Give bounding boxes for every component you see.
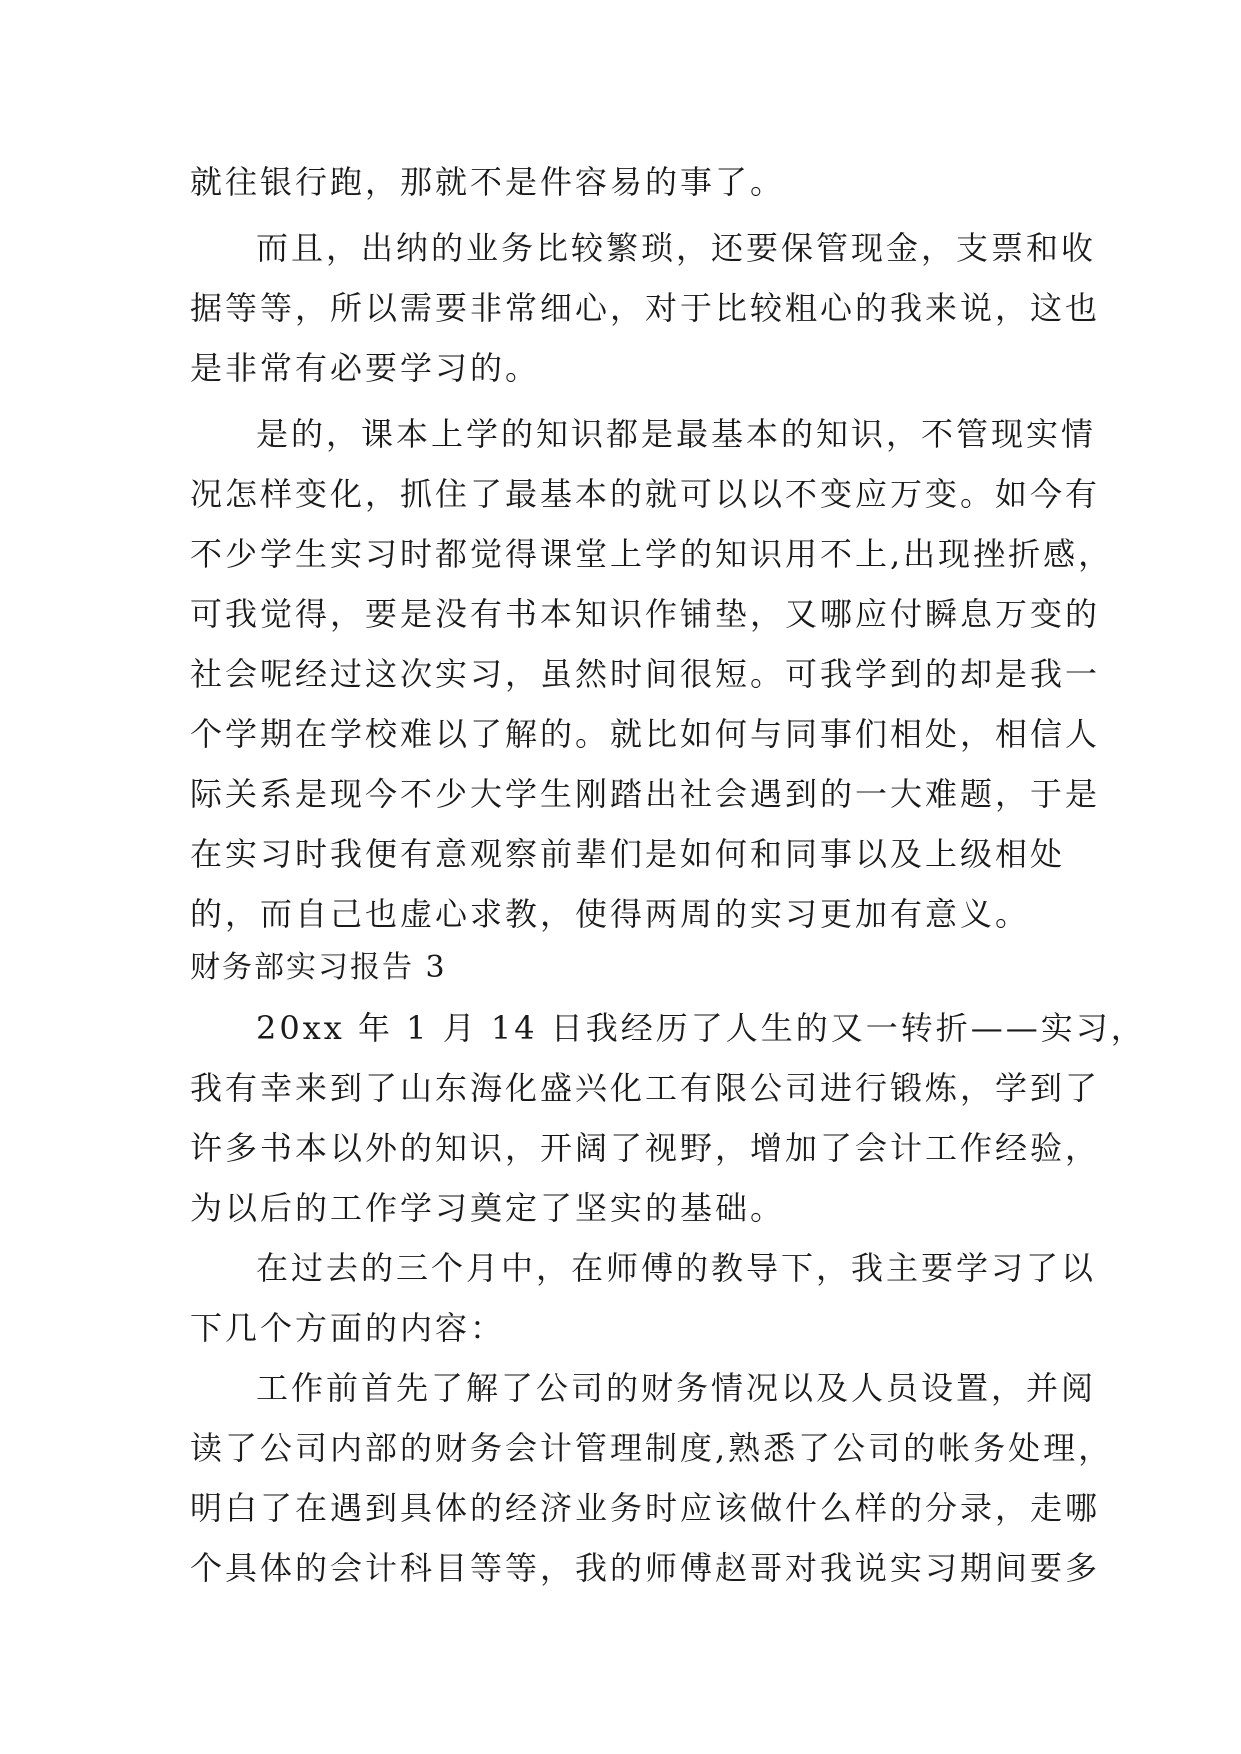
paragraph-line: 是非常有必要学习的。 <box>190 349 541 387</box>
paragraph-line: 读了公司内部的财务会计管理制度,熟悉了公司的帐务处理， <box>190 1429 1114 1467</box>
paragraph-line: 工作前首先了解了公司的财务情况以及人员设置，并阅 <box>256 1369 1097 1407</box>
paragraph-line: 况怎样变化，抓住了最基本的就可以以不变应万变。如今有 <box>190 475 1101 513</box>
paragraph-line: 的，而自己也虚心求教，使得两周的实习更加有意义。 <box>190 895 1031 933</box>
paragraph-line: 可我觉得，要是没有书本知识作铺垫，又哪应付瞬息万变的 <box>190 595 1101 633</box>
section-heading: 财务部实习报告 3 <box>190 950 447 985</box>
paragraph-line: 就往银行跑，那就不是件容易的事了。 <box>190 163 786 201</box>
paragraph-line: 在过去的三个月中，在师傅的教导下，我主要学习了以 <box>256 1249 1097 1287</box>
paragraph <box>190 1238 1097 1358</box>
paragraph-line: 明白了在遇到具体的经济业务时应该做什么样的分录，走哪 <box>190 1489 1101 1527</box>
paragraph-line: 是的，课本上学的知识都是最基本的知识，不管现实情 <box>256 415 1097 453</box>
paragraph <box>190 218 1101 398</box>
paragraph-line: 下几个方面的内容： <box>190 1309 506 1347</box>
paragraph-line: 个学期在学校难以了解的。就比如何与同事们相处，相信人 <box>190 715 1101 753</box>
paragraph-line: 际关系是现今不少大学生刚踏出社会遇到的一大难题，于是 <box>190 775 1101 813</box>
paragraph <box>190 998 1146 1238</box>
paragraph-line: 许多书本以外的知识，开阔了视野，增加了会计工作经验， <box>190 1129 1101 1167</box>
paragraph-line: 不少学生实习时都觉得课堂上学的知识用不上,出现挫折感， <box>190 535 1114 573</box>
paragraph-line: 我有幸来到了山东海化盛兴化工有限公司进行锻炼，学到了 <box>190 1069 1101 1107</box>
paragraph-line: 社会呢经过这次实习，虽然时间很短。可我学到的却是我一 <box>190 655 1101 693</box>
paragraph-line: 而且，出纳的业务比较繁琐，还要保管现金，支票和收 <box>256 229 1097 267</box>
paragraph <box>190 404 1114 944</box>
paragraph-line: 在实习时我便有意观察前辈们是如何和同事以及上级相处 <box>190 835 1066 873</box>
paragraph-line: 个具体的会计科目等等，我的师傅赵哥对我说实习期间要多 <box>190 1549 1101 1587</box>
paragraph-line: 据等等，所以需要非常细心，对于比较粗心的我来说，这也 <box>190 289 1101 327</box>
paragraph-line: 20xx 年 1 月 14 日我经历了人生的又一转折——实习， <box>256 1009 1146 1047</box>
paragraph <box>190 1358 1114 1598</box>
document-page <box>190 152 1146 1598</box>
paragraph-line: 为以后的工作学习奠定了坚实的基础。 <box>190 1189 786 1227</box>
